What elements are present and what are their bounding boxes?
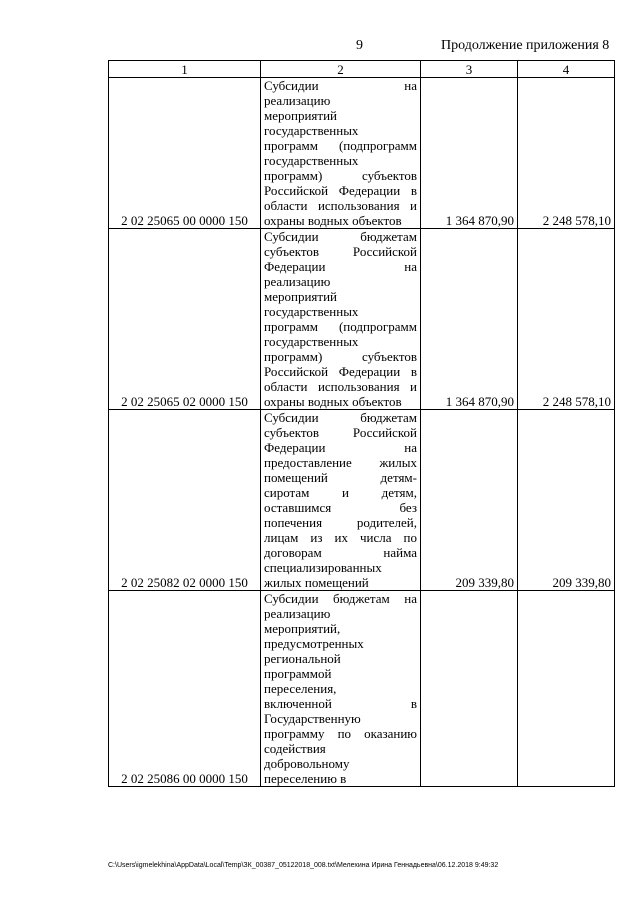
income-name-line: оставшимся без	[264, 500, 417, 515]
amount-column-4-cell: 2 248 578,10	[518, 78, 615, 229]
income-name-line: мероприятий	[264, 289, 337, 304]
income-name-line: охраны водных объектов	[264, 213, 402, 228]
income-name-line: специализированных	[264, 560, 382, 575]
income-name-line: договорам найма	[264, 545, 417, 560]
income-name-line: Субсидии бюджетам	[264, 410, 417, 425]
income-name-line: переселения,	[264, 681, 337, 696]
income-name-line: переселению в	[264, 771, 347, 786]
income-name-line: мероприятий,	[264, 621, 341, 636]
income-name-line: предусмотренных	[264, 636, 364, 651]
column-header-3: 3	[421, 61, 518, 78]
amount-column-3-cell: 1 364 870,90	[421, 78, 518, 229]
amount-column-3-cell: 209 339,80	[421, 410, 518, 591]
income-name-line: Субсидии на	[264, 78, 417, 93]
income-name-line: программой	[264, 666, 332, 681]
income-name-line: жилых помещений	[264, 575, 369, 590]
amount-column-4-cell: 2 248 578,10	[518, 229, 615, 410]
income-name-line: добровольному	[264, 756, 350, 771]
income-name-line: программ) субъектов	[264, 349, 417, 364]
amount-column-4-cell: 209 339,80	[518, 410, 615, 591]
budget-code-cell: 2 02 25082 02 0000 150	[109, 410, 261, 591]
income-name-line: сиротам и детям,	[264, 485, 417, 500]
income-name-line: области использования и	[264, 379, 417, 394]
header-row	[109, 61, 615, 78]
table-body	[109, 78, 615, 787]
column-header-2: 2	[261, 61, 421, 78]
income-name-line: охраны водных объектов	[264, 394, 402, 409]
income-name-cell	[261, 410, 421, 591]
income-name-line: программу по оказанию	[264, 726, 417, 741]
income-name-line: региональной	[264, 651, 341, 666]
income-name-cell	[261, 591, 421, 787]
income-name-line: Российской Федерации в	[264, 183, 417, 198]
income-name-line: попечения родителей,	[264, 515, 417, 530]
income-name-line: государственных	[264, 304, 359, 319]
income-name-cell	[261, 78, 421, 229]
income-name-line: программ (подпрограмм	[264, 138, 417, 153]
income-name-line: программ) субъектов	[264, 168, 417, 183]
income-name-line: содействия	[264, 741, 326, 756]
income-name-line: государственных	[264, 123, 359, 138]
budget-code-cell: 2 02 25086 00 0000 150	[109, 591, 261, 787]
table-row	[109, 410, 615, 591]
amount-column-4-cell	[518, 591, 615, 787]
footer-file-path: C:\Users\igmelekhina\AppData\Local\Temp\ЗК_00387_05122018_008.txt\Мелехина Ирина Геннадьевна\06.12.2018 9:49:32	[108, 862, 499, 869]
table-row	[109, 229, 615, 410]
amount-column-3-cell: 1 364 870,90	[421, 229, 518, 410]
income-name-line: предоставление жилых	[264, 455, 417, 470]
income-name-line: лицам из их числа по	[264, 530, 417, 545]
budget-code-cell: 2 02 25065 02 0000 150	[109, 229, 261, 410]
income-name-line: Федерации на	[264, 440, 417, 455]
column-header-1: 1	[109, 61, 261, 78]
income-name-line: Государственную	[264, 711, 361, 726]
income-name-line: Российской Федерации в	[264, 364, 417, 379]
income-name-line: области использования и	[264, 198, 417, 213]
table-row	[109, 78, 615, 229]
budget-table	[108, 60, 615, 787]
income-name-line: Субсидии бюджетам	[264, 229, 417, 244]
income-name-line: помещений детям-	[264, 470, 417, 485]
income-name-line: реализацию	[264, 93, 331, 108]
income-name-line: государственных	[264, 334, 359, 349]
income-name-line: Федерации на	[264, 259, 417, 274]
budget-code-cell: 2 02 25065 00 0000 150	[109, 78, 261, 229]
income-name-line: Субсидии бюджетам на	[264, 591, 417, 606]
income-name-line: государственных	[264, 153, 359, 168]
income-name-cell	[261, 229, 421, 410]
income-name-line: реализацию	[264, 274, 331, 289]
income-name-line: реализацию	[264, 606, 331, 621]
continuation-label: Продолжение приложения 8	[441, 38, 610, 53]
income-name-line: включенной в	[264, 696, 417, 711]
income-name-line: мероприятий	[264, 108, 337, 123]
income-name-line: программ (подпрограмм	[264, 319, 417, 334]
amount-column-3-cell	[421, 591, 518, 787]
page-number: 9	[356, 38, 363, 53]
income-name-line: субъектов Российской	[264, 425, 417, 440]
column-header-4: 4	[518, 61, 615, 78]
table-row	[109, 591, 615, 787]
income-name-line: субъектов Российской	[264, 244, 417, 259]
